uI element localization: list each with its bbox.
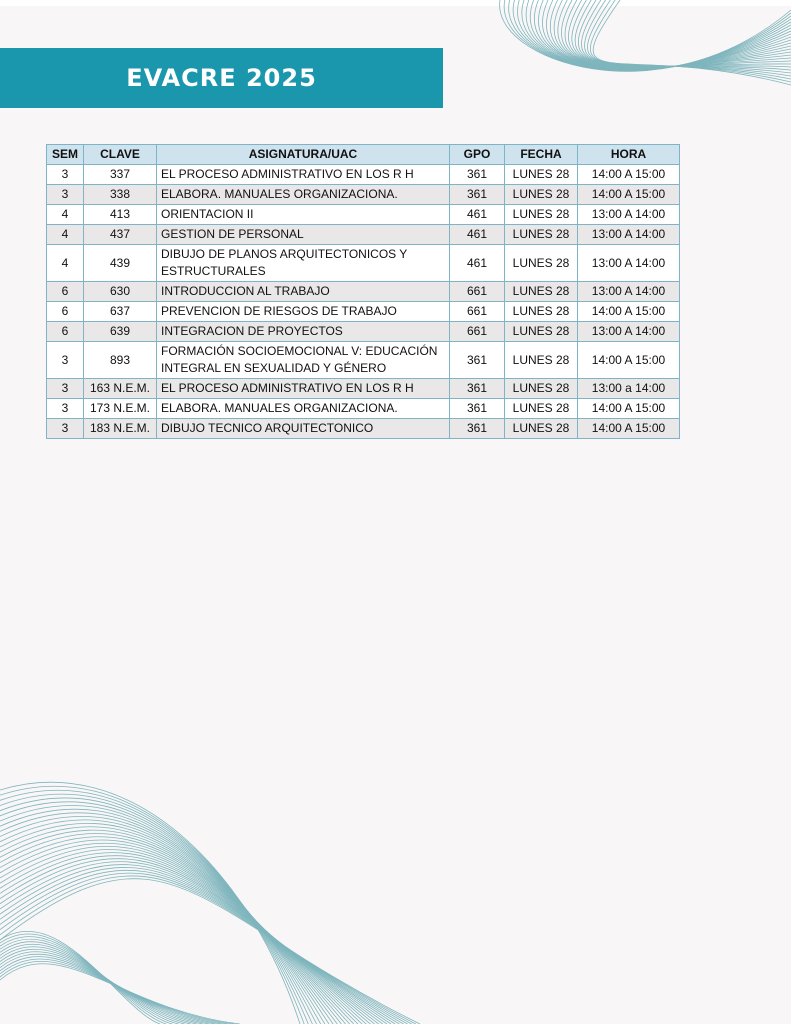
- cell-asignatura: ORIENTACION II: [157, 205, 450, 225]
- cell-clave: 639: [84, 322, 157, 342]
- cell-hora: 14:00 A 15:00: [578, 185, 680, 205]
- cell-fecha: LUNES 28: [505, 342, 578, 379]
- cell-fecha: LUNES 28: [505, 205, 578, 225]
- wave-line: [0, 964, 240, 1024]
- cell-clave: 338: [84, 185, 157, 205]
- wave-line: [0, 840, 366, 1024]
- wave-line: [0, 947, 197, 1024]
- header-clave: CLAVE: [84, 145, 157, 165]
- cell-hora: 13:00 A 14:00: [578, 225, 680, 245]
- cell-gpo: 361: [450, 165, 505, 185]
- header-sem: SEM: [47, 145, 84, 165]
- wave-line: [500, 0, 791, 71]
- cell-fecha: LUNES 28: [505, 225, 578, 245]
- cell-fecha: LUNES 28: [505, 302, 578, 322]
- cell-sem: 6: [47, 302, 84, 322]
- cell-hora: 14:00 A 15:00: [578, 342, 680, 379]
- cell-asignatura: ELABORA. MANUALES ORGANIZACIONA.: [157, 399, 450, 419]
- wave-line: [0, 846, 374, 1024]
- cell-gpo: 661: [450, 302, 505, 322]
- cell-clave: 893: [84, 342, 157, 379]
- cell-fecha: LUNES 28: [505, 245, 578, 282]
- wave-line: [0, 843, 370, 1024]
- cell-gpo: 361: [450, 399, 505, 419]
- cell-asignatura: FORMACIÓN SOCIOEMOCIONAL V: EDUCACIÓN INTEGRAL EN SEXUALIDAD Y GÉNERO: [157, 342, 450, 379]
- cell-hora: 13:00 A 14:00: [578, 205, 680, 225]
- table-row: [47, 342, 680, 379]
- cell-fecha: LUNES 28: [505, 419, 578, 439]
- cell-hora: 13:00 A 14:00: [578, 282, 680, 302]
- wave-line: [0, 809, 329, 1024]
- table-row: [47, 302, 680, 322]
- cell-fecha: LUNES 28: [505, 399, 578, 419]
- table-row: [47, 225, 680, 245]
- cell-sem: 4: [47, 225, 84, 245]
- cell-clave: 183 N.E.M.: [84, 419, 157, 439]
- title-banner: [0, 48, 443, 108]
- cell-asignatura: EL PROCESO ADMINISTRATIVO EN LOS R H: [157, 379, 450, 399]
- header-fecha: FECHA: [505, 145, 578, 165]
- wave-line: [0, 859, 391, 1024]
- cell-fecha: LUNES 28: [505, 322, 578, 342]
- wave-line: [0, 798, 317, 1024]
- cell-sem: 3: [47, 342, 84, 379]
- table-row: [47, 165, 680, 185]
- cell-clave: 173 N.E.M.: [84, 399, 157, 419]
- cell-hora: 13:00 A 14:00: [578, 245, 680, 282]
- cell-asignatura: PREVENCION DE RIESGOS DE TRABAJO: [157, 302, 450, 322]
- wave-lines-top-decoration: [480, 0, 791, 130]
- wave-line: [0, 957, 222, 1024]
- wave-line: [0, 790, 308, 1024]
- cell-hora: 13:00 a 14:00: [578, 379, 680, 399]
- table-row: [47, 205, 680, 225]
- cell-gpo: 361: [450, 342, 505, 379]
- cell-clave: 163 N.E.M.: [84, 379, 157, 399]
- wave-line: [0, 805, 325, 1024]
- cell-gpo: 461: [450, 205, 505, 225]
- table-row: [47, 419, 680, 439]
- header-gpo: GPO: [450, 145, 505, 165]
- cell-gpo: 661: [450, 282, 505, 302]
- cell-gpo: 461: [450, 245, 505, 282]
- cell-hora: 14:00 A 15:00: [578, 302, 680, 322]
- schedule-table: [46, 144, 680, 439]
- cell-hora: 14:00 A 15:00: [578, 165, 680, 185]
- table-row: [47, 379, 680, 399]
- cell-sem: 3: [47, 185, 84, 205]
- page-title: EVACRE 2025: [126, 64, 317, 92]
- table-row: [47, 185, 680, 205]
- cell-gpo: 661: [450, 322, 505, 342]
- cell-sem: 3: [47, 165, 84, 185]
- cell-gpo: 361: [450, 185, 505, 205]
- cell-sem: 3: [47, 399, 84, 419]
- cell-sem: 6: [47, 282, 84, 302]
- wave-line: [509, 0, 791, 71]
- table-row: [47, 282, 680, 302]
- cell-hora: 14:00 A 15:00: [578, 419, 680, 439]
- cell-asignatura: EL PROCESO ADMINISTRATIVO EN LOS R H: [157, 165, 450, 185]
- wave-line: [550, 0, 791, 68]
- cell-asignatura: GESTION DE PERSONAL: [157, 225, 450, 245]
- cell-clave: 413: [84, 205, 157, 225]
- cell-clave: 437: [84, 225, 157, 245]
- cell-sem: 3: [47, 379, 84, 399]
- cell-asignatura: ELABORA. MANUALES ORGANIZACIONA.: [157, 185, 450, 205]
- wave-line: [504, 0, 791, 71]
- table-header-row: [47, 145, 680, 165]
- cell-gpo: 461: [450, 225, 505, 245]
- cell-fecha: LUNES 28: [505, 185, 578, 205]
- header-asignatura: ASIGNATURA/UAC: [157, 145, 450, 165]
- cell-fecha: LUNES 28: [505, 379, 578, 399]
- cell-sem: 6: [47, 322, 84, 342]
- table-row: [47, 245, 680, 282]
- wave-line: [0, 820, 341, 1024]
- cell-fecha: LUNES 28: [505, 165, 578, 185]
- cell-fecha: LUNES 28: [505, 282, 578, 302]
- wave-line: [0, 959, 228, 1024]
- wave-line: [0, 786, 304, 1024]
- cell-sem: 4: [47, 205, 84, 225]
- cell-sem: 4: [47, 245, 84, 282]
- table-row: [47, 399, 680, 419]
- wave-line: [0, 961, 234, 1024]
- cell-asignatura: INTEGRACION DE PROYECTOS: [157, 322, 450, 342]
- wave-line: [0, 802, 321, 1024]
- wave-line: [0, 937, 172, 1024]
- wave-line: [0, 816, 337, 1024]
- cell-hora: 14:00 A 15:00: [578, 399, 680, 419]
- cell-clave: 637: [84, 302, 157, 322]
- cell-hora: 13:00 A 14:00: [578, 322, 680, 342]
- cell-clave: 439: [84, 245, 157, 282]
- cell-gpo: 361: [450, 379, 505, 399]
- cell-asignatura: DIBUJO TECNICO ARQUITECTONICO: [157, 419, 450, 439]
- cell-sem: 3: [47, 419, 84, 439]
- wave-line: [0, 813, 333, 1024]
- wave-lines-bottom-decoration: [0, 750, 420, 1024]
- header-hora: HORA: [578, 145, 680, 165]
- cell-asignatura: INTRODUCCION AL TRABAJO: [157, 282, 450, 302]
- table-row: [47, 322, 680, 342]
- cell-asignatura: DIBUJO DE PLANOS ARQUITECTONICOS Y ESTRUCTURALES: [157, 245, 450, 282]
- cell-clave: 337: [84, 165, 157, 185]
- cell-clave: 630: [84, 282, 157, 302]
- cell-gpo: 361: [450, 419, 505, 439]
- wave-line: [0, 939, 178, 1024]
